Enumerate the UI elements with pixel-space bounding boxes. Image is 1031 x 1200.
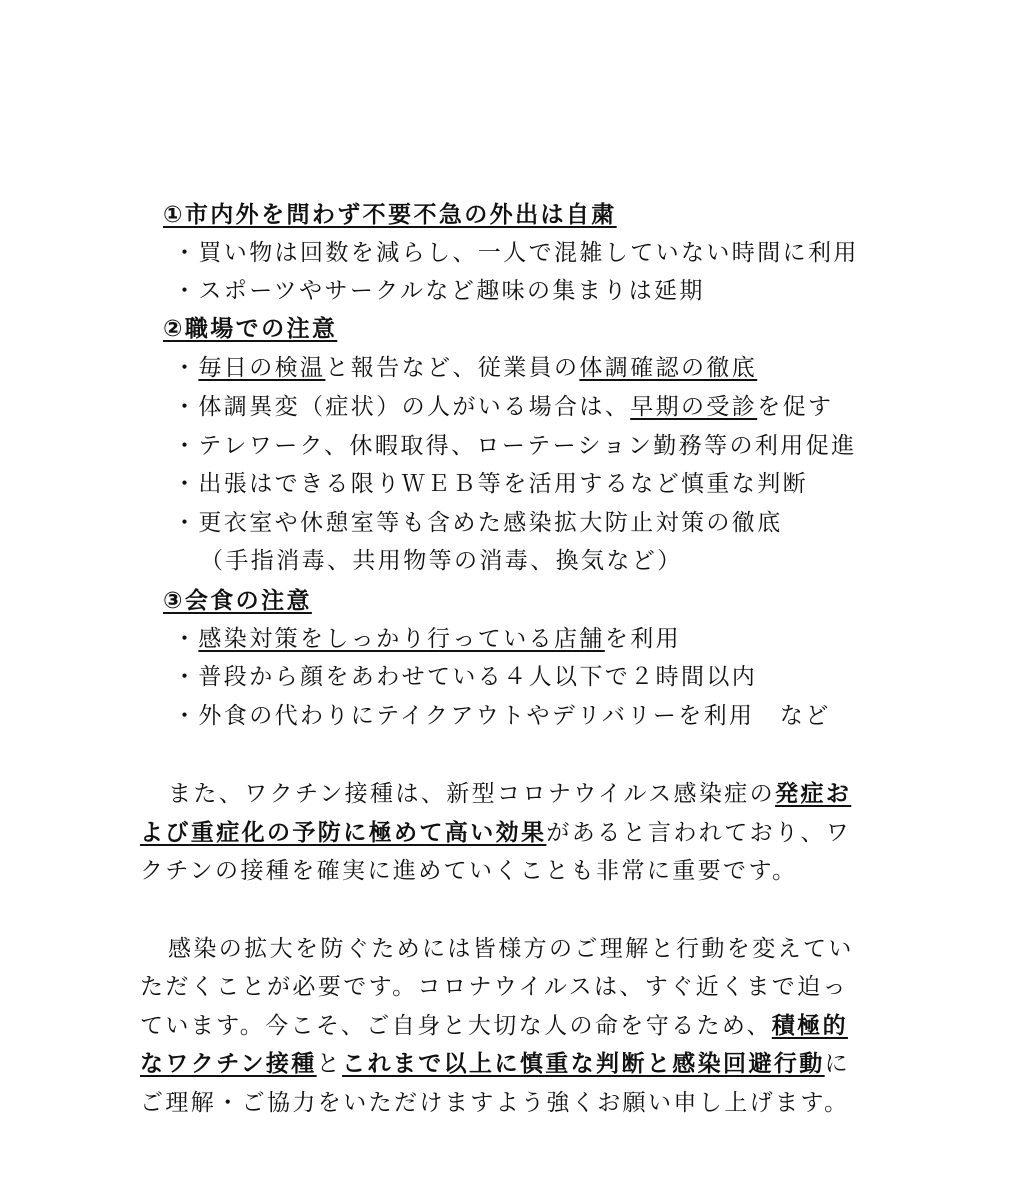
section3-heading	[163, 586, 312, 616]
paragraph-text: と	[316, 1051, 343, 1077]
emphasized-phrase: なワクチン接種	[140, 1051, 317, 1077]
item-text: を促す	[757, 394, 834, 420]
paragraph-text: ています。今こそ、ご自身と大切な人の命を守るため、	[140, 1013, 772, 1039]
section2-item-5: ・更衣室や休憩室等も含めた感染拡大防止対策の徹底	[173, 510, 783, 536]
underlined-phrase: 感染対策をしっかり行っている店舗	[198, 626, 605, 652]
section2-heading	[163, 314, 337, 344]
section2-item-3: ・テレワーク、休暇取得、ローテーション勤務等の利用促進	[173, 433, 857, 459]
section2-item-5-continued: （手指消毒、共用物等の消毒、換気など）	[200, 548, 683, 574]
paragraph-text: に	[824, 1051, 851, 1077]
paragraph2-line-4	[140, 1049, 850, 1079]
emphasized-phrase: 積極的	[771, 1013, 848, 1039]
underlined-phrase: 毎日の検温	[198, 355, 326, 381]
emphasized-phrase: よび重症化の予防に極めて高い効果	[140, 820, 547, 846]
section2-item-1	[173, 353, 757, 383]
item-text: と報告など、従業員の	[325, 355, 580, 381]
emphasized-phrase: これまで以上に慎重な判断と感染回避行動	[342, 1051, 825, 1077]
underlined-phrase: 体調確認の徹底	[579, 355, 758, 381]
paragraph2-line-2: ただくことが必要です。コロナウイルスは、すぐ近くまで迫っ	[140, 974, 848, 1000]
item-prefix: ・	[173, 355, 199, 381]
item-text: ・体調異変（症状）の人がいる場合は、	[173, 394, 631, 420]
section3-item-2: ・普段から顔をあわせている４人以下で２時間以内	[173, 664, 758, 690]
paragraph2-line-5: ご理解・ご協力をいただけますよう強くお願い申し上げます。	[140, 1090, 850, 1116]
section1-item-2: ・スポーツやサークルなど趣味の集まりは延期	[173, 278, 705, 304]
section1-heading	[163, 200, 617, 230]
item-text: を利用	[604, 626, 682, 652]
section2-heading-text: ②職場での注意	[163, 316, 338, 342]
section3-item-1	[173, 624, 681, 654]
section3-heading-text: ③会食の注意	[163, 588, 312, 614]
section2-item-2	[173, 392, 833, 422]
section3-item-3: ・外食の代わりにテイクアウトやデリバリーを利用 など	[173, 703, 831, 729]
paragraph-text: があると言われており、ワ	[546, 820, 852, 846]
item-prefix: ・	[173, 626, 199, 652]
paragraph2-line-1: 感染の拡大を防ぐためには皆様方のご理解と行動を変えてい	[168, 936, 854, 962]
section2-item-4: ・出張はできる限りＷＥＢ等を活用するなど慎重な判断	[173, 471, 808, 497]
paragraph1-line-2	[140, 818, 851, 848]
emphasized-phrase: 発症お	[775, 781, 852, 807]
paragraph-text: また、ワクチン接種は、新型コロナウイルス感染症の	[168, 781, 776, 807]
section1-item-1: ・買い物は回数を減らし、一人で混雑していない時間に利用	[173, 240, 859, 266]
paragraph1-line-1	[168, 779, 851, 809]
underlined-phrase: 早期の受診	[630, 394, 758, 420]
paragraph2-line-3	[140, 1011, 848, 1041]
section1-heading-text: ①市内外を問わず不要不急の外出は自粛	[163, 202, 617, 228]
paragraph1-line-3: クチンの接種を確実に進めていくことも非常に重要です。	[140, 858, 798, 884]
